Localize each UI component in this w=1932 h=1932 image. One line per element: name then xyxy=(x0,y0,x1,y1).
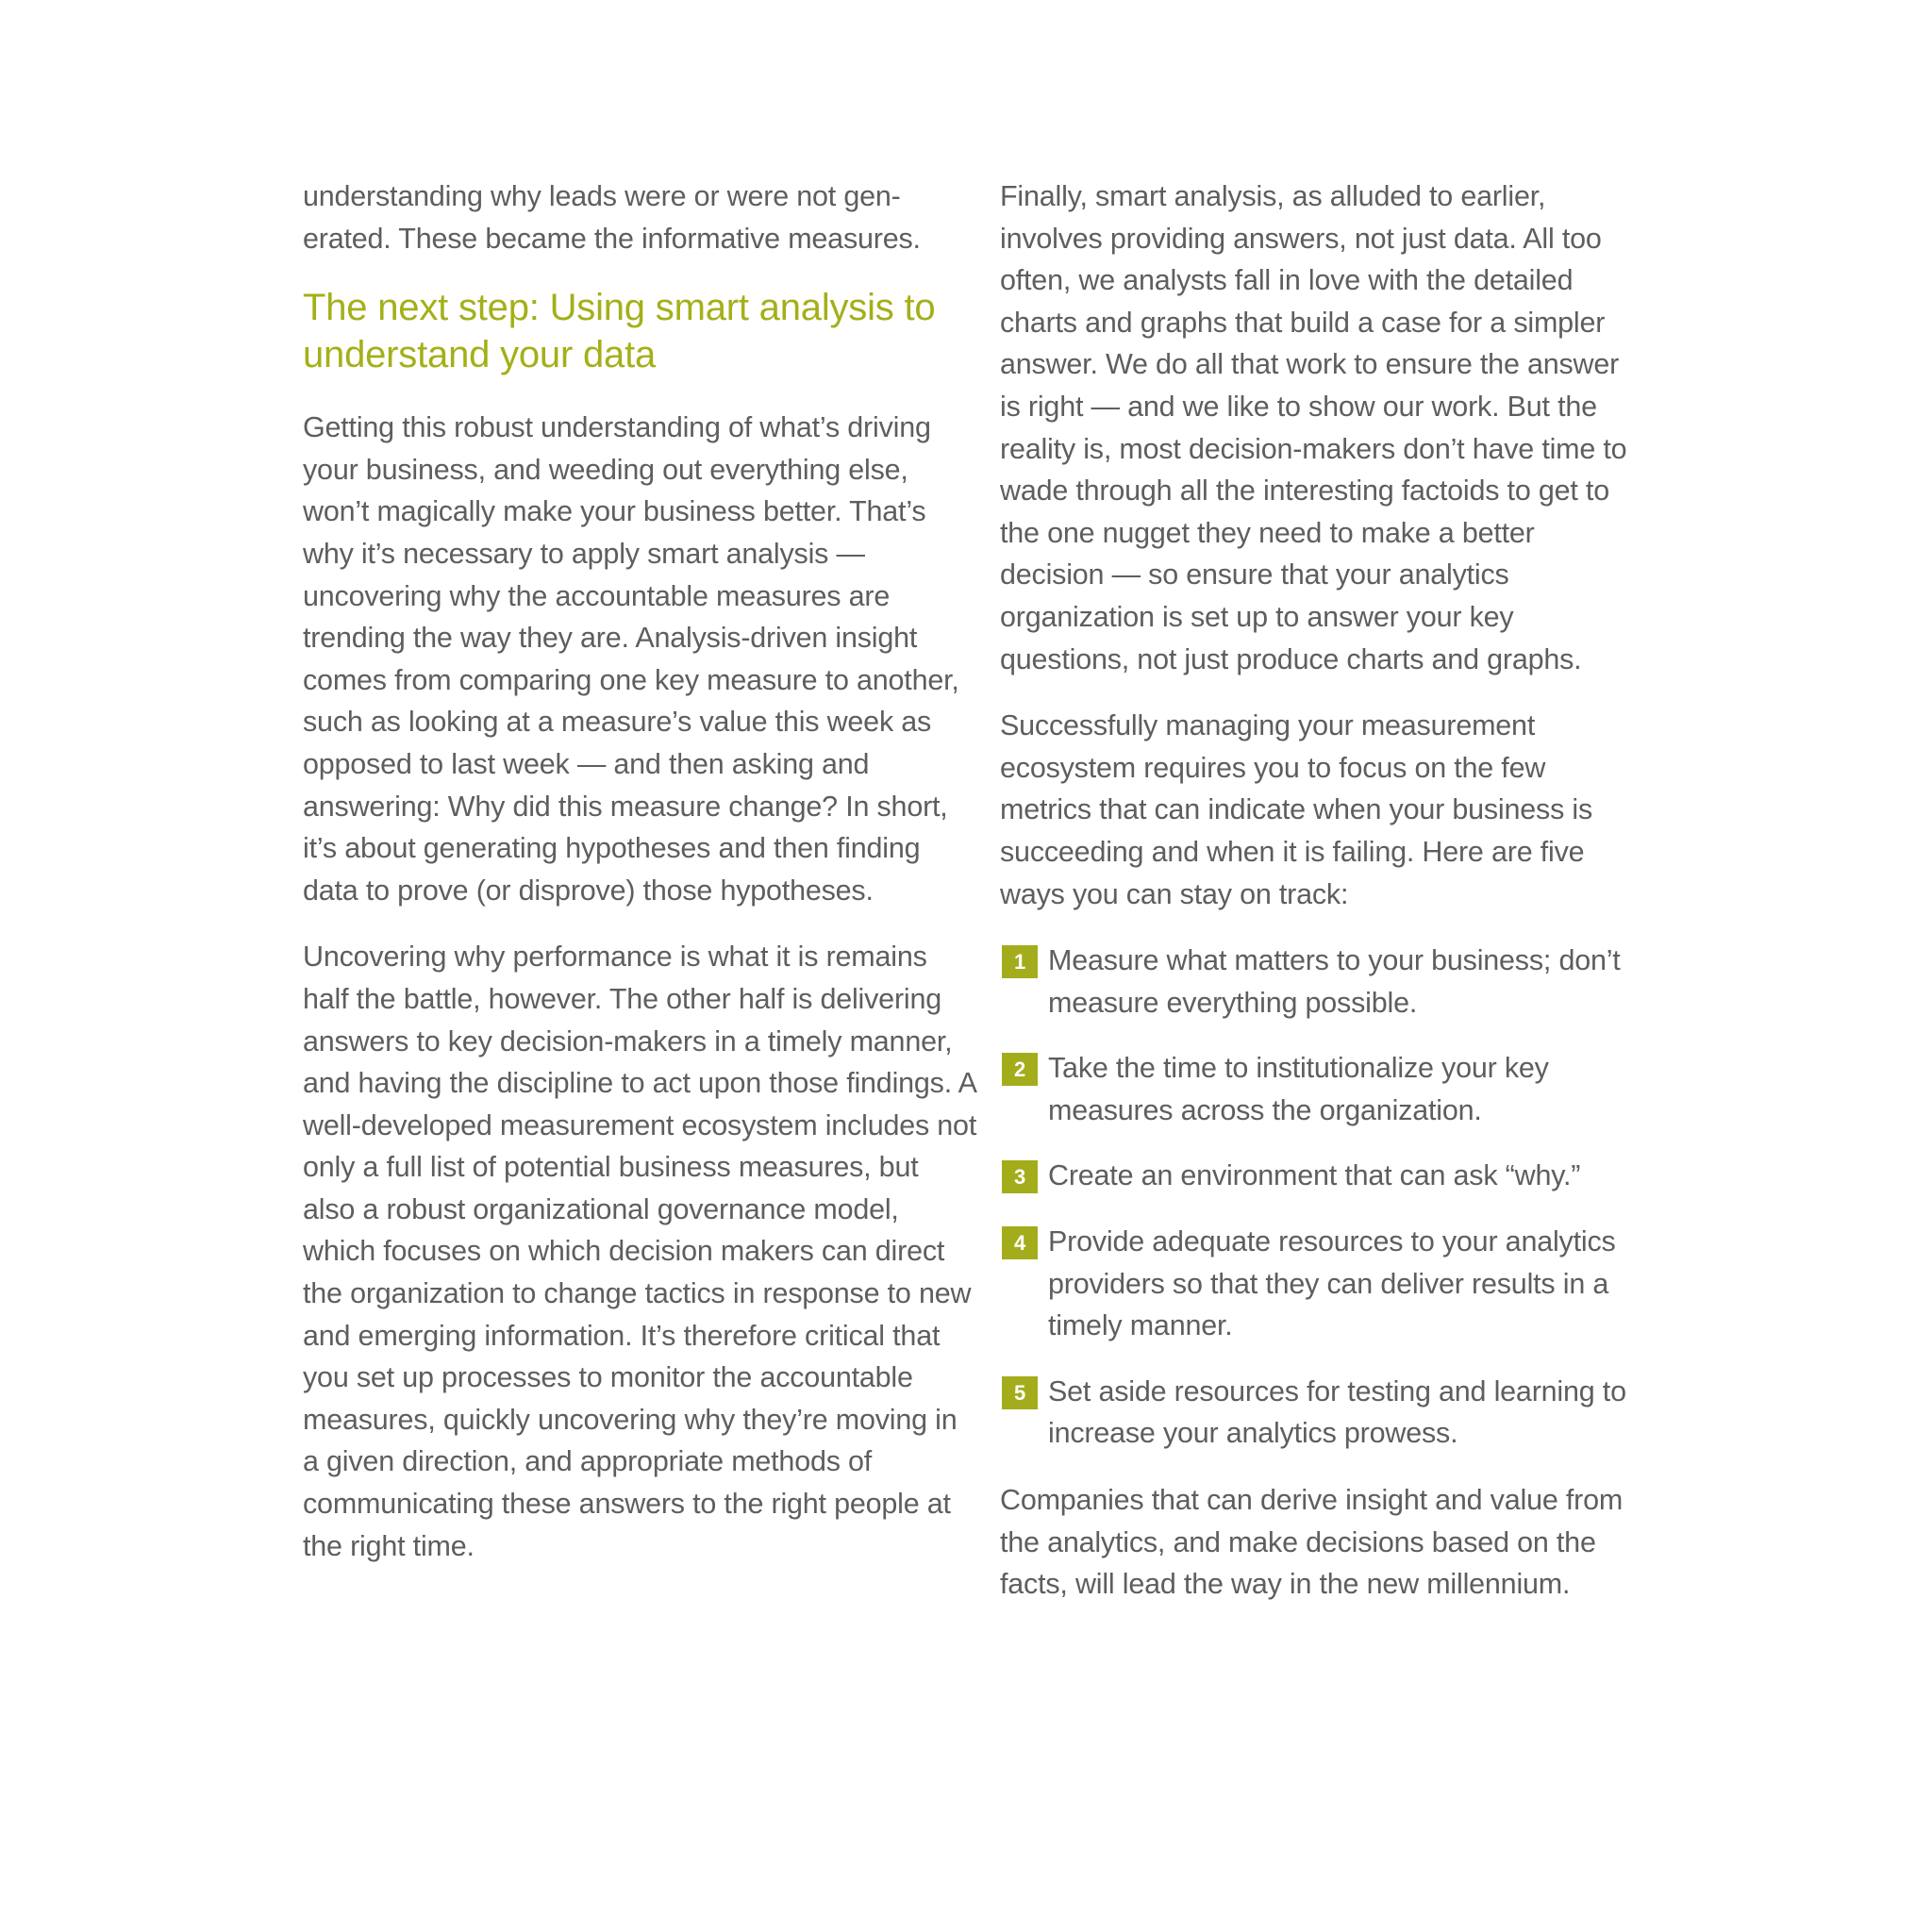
right-paragraph-1: Finally, smart analysis, as alluded to earlier, involves providing answers, not just data. All too often, we analysts fall in love with the detailed charts and graphs that build a case for a simpler answer. We do all that work to ensure the answer is right — and we like to show our work. But the reality is, most decision-makers don’t have time to wade through all the interesting factoids to get to the one nugget they need to make a better decision — so ensure that your analytics organization is set up to answer your key questions, not just produce charts and graphs. xyxy=(1000,180,1627,675)
list-item xyxy=(1000,1221,1641,1347)
left-column xyxy=(303,175,977,1591)
list-item-text: Set aside resources for testing and learning to increase your analytics prowess. xyxy=(1048,1374,1626,1450)
closing-paragraph: Companies that can derive insight and value from the analytics, and make decisions based on the facts, will lead the way in the new millennium. xyxy=(1000,1484,1624,1601)
left-paragraph-1: Getting this robust understanding of what’s driving your business, and weeding out everything else, won’t magically make your business better. That’s why it’s necessary to apply smart analysis — uncovering why the accountable measures are trending the way they are. Analysis-driven insight comes from comparing one key measure to another, such as looking at a measure’s value this week as opposed to last week — and then asking and answering: Why did this measure change? In short, it’s about generating hypotheses and then finding data to prove (or disprove) those hypotheses. xyxy=(303,411,959,907)
list-item xyxy=(1000,1155,1641,1197)
number-badge: 4 xyxy=(1002,1226,1038,1259)
number-badge: 5 xyxy=(1002,1376,1038,1409)
list-item-text: Take the time to institutionalize your key measures across the organization. xyxy=(1048,1052,1549,1126)
number-badge: 1 xyxy=(1002,945,1038,978)
list-item xyxy=(1000,1047,1641,1131)
intro-paragraph: understanding why leads were or were not gen-erated. These became the informative measures. xyxy=(303,180,921,255)
list-item xyxy=(1000,1371,1641,1455)
section-heading: The next step: Using smart analysis to understand your data xyxy=(303,287,936,376)
number-badge: 2 xyxy=(1002,1053,1038,1086)
right-column xyxy=(1000,175,1641,1630)
left-paragraph-2: Uncovering why performance is what it is remains half the battle, however. The other half is delivering answers to key decision-makers in a timely manner, and having the discipline to act upon those findings. A well-developed measurement ecosystem includes not only a full list of potential business measures, but also a robust organizational governance model, which focuses on which decision makers can direct the organization to change tactics in response to new and emerging information. It’s therefore critical that you set up processes to monitor the accountable measures, quickly uncovering why they’re moving in a given direction, and appropriate methods of communicating these answers to the right people at the right time. xyxy=(303,941,977,1562)
list-item xyxy=(1000,940,1641,1024)
right-paragraph-2: Successfully managing your measurement ecosystem requires you to focus on the few metrics that can indicate when your business is succeeding and when it is failing. Here are five ways you can stay on track: xyxy=(1000,709,1593,910)
number-badge: 3 xyxy=(1002,1160,1038,1193)
list-item-text: Create an environment that can ask “why.” xyxy=(1048,1159,1581,1192)
list-item-text: Provide adequate resources to your analytics providers so that they can deliver results in a timely manner. xyxy=(1048,1225,1616,1342)
list-item-text: Measure what matters to your business; don’t measure everything possible. xyxy=(1048,944,1621,1019)
tips-list xyxy=(1000,940,1641,1455)
